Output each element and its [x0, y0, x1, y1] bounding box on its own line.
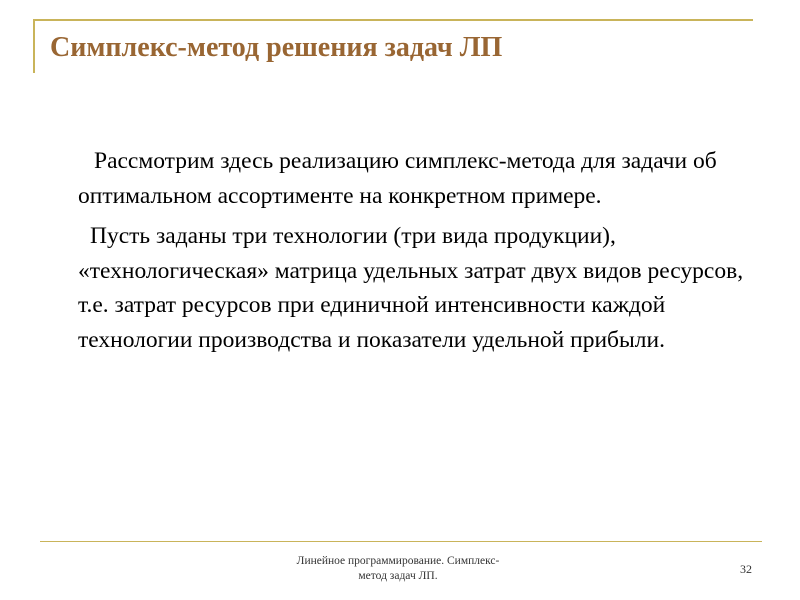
title-frame-left-rule: [33, 19, 35, 73]
footer-caption-line: метод задач ЛП.: [358, 570, 438, 582]
footer-rule: [40, 541, 762, 542]
title-frame-top-rule: [33, 19, 753, 21]
footer-caption: [248, 554, 548, 584]
slide-title: Симплекс-метод решения задач ЛП: [50, 32, 503, 63]
slide-body: [78, 144, 758, 363]
page-number: 32: [740, 562, 752, 576]
body-paragraph: Рассмотрим здесь реализацию симплекс-метода для задачи об оптимальном ассортименте на конкретном примере.: [78, 148, 717, 209]
footer-caption-line: Линейное программирование. Симплекс-: [296, 555, 500, 567]
body-paragraph: Пусть заданы три технологии (три вида продукции), «технологическая» матрица удельных затрат двух видов ресурсов, т.е. затрат ресурсов при единичной интенсивности каждой технологии производства и показатели удельной прибыли.: [78, 223, 744, 353]
